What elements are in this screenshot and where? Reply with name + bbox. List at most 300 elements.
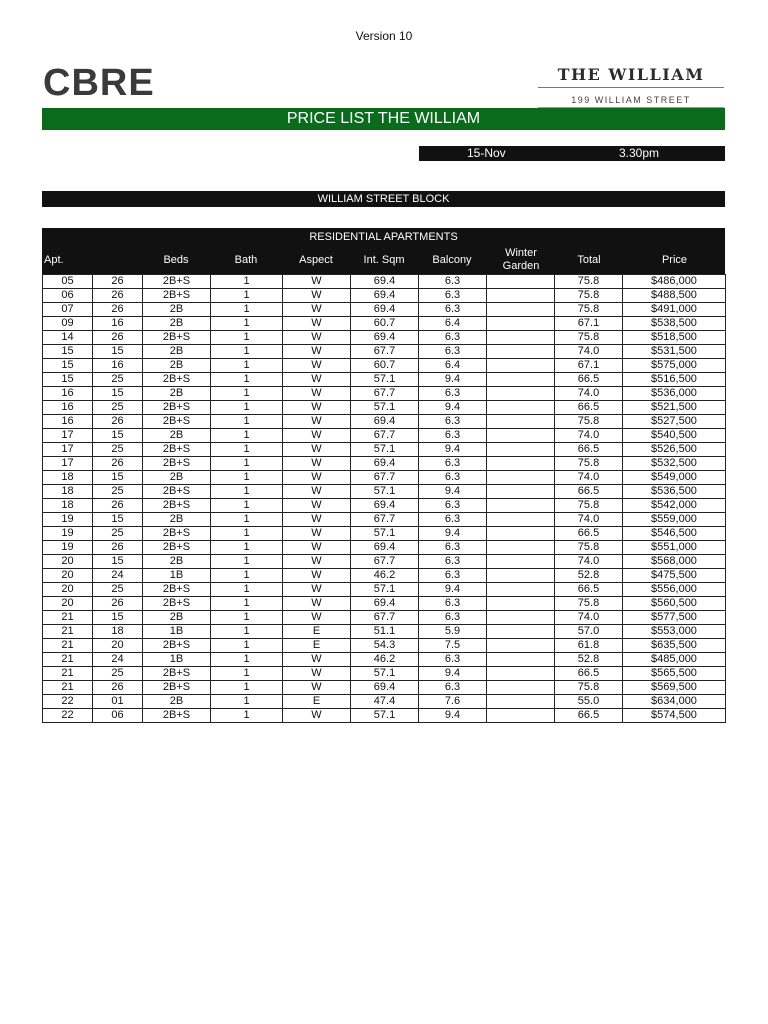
unit-cell: 15 <box>93 345 143 359</box>
list-date: 15-Nov <box>467 146 506 160</box>
aspect-cell: W <box>283 471 351 485</box>
table-row <box>43 485 726 499</box>
column-header-apt: Apt. <box>44 254 64 266</box>
aspect-cell: W <box>283 583 351 597</box>
aspect-cell: W <box>283 653 351 667</box>
bath-cell: 1 <box>211 429 283 443</box>
balcony-cell: 6.3 <box>419 513 487 527</box>
winter-garden-cell <box>487 611 555 625</box>
total-cell: 61.8 <box>555 639 623 653</box>
balcony-cell: 6.3 <box>419 303 487 317</box>
total-cell: 75.8 <box>555 541 623 555</box>
price-cell: $553,000 <box>623 625 726 639</box>
unit-cell: 26 <box>93 415 143 429</box>
balcony-cell: 9.4 <box>419 401 487 415</box>
price-cell: $577,500 <box>623 611 726 625</box>
winter-garden-cell <box>487 345 555 359</box>
total-cell: 66.5 <box>555 373 623 387</box>
total-cell: 75.8 <box>555 415 623 429</box>
unit-cell: 01 <box>93 695 143 709</box>
table-row <box>43 709 726 723</box>
aspect-cell: W <box>283 485 351 499</box>
bath-cell: 1 <box>211 681 283 695</box>
unit-cell: 26 <box>93 331 143 345</box>
int-sqm-cell: 69.4 <box>351 289 419 303</box>
apt-cell: 19 <box>43 513 93 527</box>
winter-garden-cell <box>487 317 555 331</box>
int-sqm-cell: 47.4 <box>351 695 419 709</box>
unit-cell: 26 <box>93 541 143 555</box>
price-cell: $518,500 <box>623 331 726 345</box>
total-cell: 57.0 <box>555 625 623 639</box>
unit-cell: 20 <box>93 639 143 653</box>
total-cell: 75.8 <box>555 289 623 303</box>
apt-cell: 19 <box>43 527 93 541</box>
winter-garden-cell <box>487 513 555 527</box>
table-row <box>43 597 726 611</box>
int-sqm-cell: 67.7 <box>351 429 419 443</box>
unit-cell: 16 <box>93 359 143 373</box>
apt-cell: 15 <box>43 373 93 387</box>
bath-cell: 1 <box>211 373 283 387</box>
balcony-cell: 6.3 <box>419 429 487 443</box>
balcony-cell: 6.3 <box>419 415 487 429</box>
price-cell: $574,500 <box>623 709 726 723</box>
winter-garden-cell <box>487 653 555 667</box>
unit-cell: 26 <box>93 275 143 289</box>
price-cell: $527,500 <box>623 415 726 429</box>
apt-cell: 18 <box>43 471 93 485</box>
table-group-title: RESIDENTIAL APARTMENTS <box>309 231 458 243</box>
price-cell: $536,500 <box>623 485 726 499</box>
int-sqm-cell: 69.4 <box>351 415 419 429</box>
price-cell: $475,500 <box>623 569 726 583</box>
bath-cell: 1 <box>211 387 283 401</box>
price-cell: $568,000 <box>623 555 726 569</box>
price-cell: $551,000 <box>623 541 726 555</box>
aspect-cell: W <box>283 611 351 625</box>
aspect-cell: W <box>283 387 351 401</box>
total-cell: 75.8 <box>555 303 623 317</box>
apt-cell: 21 <box>43 681 93 695</box>
version-label: Version 10 <box>355 29 413 43</box>
int-sqm-cell: 69.4 <box>351 303 419 317</box>
apt-cell: 17 <box>43 429 93 443</box>
price-cell: $485,000 <box>623 653 726 667</box>
balcony-cell: 6.3 <box>419 289 487 303</box>
unit-cell: 26 <box>93 303 143 317</box>
bath-cell: 1 <box>211 597 283 611</box>
beds-cell: 1B <box>143 625 211 639</box>
beds-cell: 2B <box>143 359 211 373</box>
aspect-cell: W <box>283 331 351 345</box>
column-header-winter-garden: Winter Garden <box>502 247 540 272</box>
int-sqm-cell: 57.1 <box>351 485 419 499</box>
aspect-cell: W <box>283 359 351 373</box>
winter-garden-cell <box>487 695 555 709</box>
total-cell: 75.8 <box>555 331 623 345</box>
bath-cell: 1 <box>211 359 283 373</box>
unit-cell: 26 <box>93 597 143 611</box>
development-address: 199 WILLIAM STREET <box>538 95 724 108</box>
balcony-cell: 5.9 <box>419 625 487 639</box>
total-cell: 67.1 <box>555 359 623 373</box>
unit-cell: 24 <box>93 653 143 667</box>
aspect-cell: E <box>283 625 351 639</box>
total-cell: 74.0 <box>555 429 623 443</box>
total-cell: 75.8 <box>555 681 623 695</box>
balcony-cell: 7.6 <box>419 695 487 709</box>
unit-cell: 25 <box>93 527 143 541</box>
int-sqm-cell: 67.7 <box>351 611 419 625</box>
beds-cell: 2B+S <box>143 289 211 303</box>
unit-cell: 26 <box>93 457 143 471</box>
bath-cell: 1 <box>211 583 283 597</box>
int-sqm-cell: 69.4 <box>351 457 419 471</box>
beds-cell: 2B <box>143 429 211 443</box>
beds-cell: 2B <box>143 471 211 485</box>
beds-cell: 2B+S <box>143 639 211 653</box>
beds-cell: 2B <box>143 611 211 625</box>
apt-cell: 20 <box>43 597 93 611</box>
int-sqm-cell: 67.7 <box>351 513 419 527</box>
int-sqm-cell: 69.4 <box>351 499 419 513</box>
int-sqm-cell: 57.1 <box>351 527 419 541</box>
aspect-cell: E <box>283 639 351 653</box>
price-cell: $635,500 <box>623 639 726 653</box>
unit-cell: 25 <box>93 667 143 681</box>
total-cell: 66.5 <box>555 709 623 723</box>
total-cell: 52.8 <box>555 569 623 583</box>
bath-cell: 1 <box>211 541 283 555</box>
aspect-cell: W <box>283 429 351 443</box>
winter-garden-cell <box>487 457 555 471</box>
beds-cell: 2B+S <box>143 415 211 429</box>
aspect-cell: W <box>283 457 351 471</box>
winter-garden-cell <box>487 639 555 653</box>
total-cell: 66.5 <box>555 401 623 415</box>
balcony-cell: 6.3 <box>419 331 487 345</box>
aspect-cell: W <box>283 667 351 681</box>
apt-cell: 16 <box>43 415 93 429</box>
table-row <box>43 317 726 331</box>
winter-garden-cell <box>487 373 555 387</box>
list-time: 3.30pm <box>619 146 660 160</box>
int-sqm-cell: 57.1 <box>351 401 419 415</box>
apt-cell: 07 <box>43 303 93 317</box>
price-cell: $556,000 <box>623 583 726 597</box>
table-row <box>43 611 726 625</box>
apt-cell: 22 <box>43 695 93 709</box>
table-row <box>43 415 726 429</box>
price-cell: $526,500 <box>623 443 726 457</box>
bath-cell: 1 <box>211 667 283 681</box>
column-header-beds: Beds <box>163 254 189 266</box>
beds-cell: 2B <box>143 555 211 569</box>
total-cell: 66.5 <box>555 583 623 597</box>
bath-cell: 1 <box>211 611 283 625</box>
beds-cell: 2B+S <box>143 331 211 345</box>
balcony-cell: 9.4 <box>419 709 487 723</box>
winter-garden-cell <box>487 429 555 443</box>
bath-cell: 1 <box>211 513 283 527</box>
table-row <box>43 443 726 457</box>
price-cell: $536,000 <box>623 387 726 401</box>
price-cell: $559,000 <box>623 513 726 527</box>
table-row <box>43 513 726 527</box>
winter-garden-cell <box>487 359 555 373</box>
winter-garden-cell <box>487 289 555 303</box>
balcony-cell: 6.3 <box>419 597 487 611</box>
winter-garden-cell <box>487 303 555 317</box>
column-header-bath: Bath <box>234 254 258 266</box>
apt-cell: 20 <box>43 583 93 597</box>
total-cell: 74.0 <box>555 611 623 625</box>
table-row <box>43 583 726 597</box>
bath-cell: 1 <box>211 457 283 471</box>
price-cell: $634,000 <box>623 695 726 709</box>
price-cell: $560,500 <box>623 597 726 611</box>
unit-cell: 24 <box>93 569 143 583</box>
unit-cell: 15 <box>93 513 143 527</box>
bath-cell: 1 <box>211 709 283 723</box>
int-sqm-cell: 67.7 <box>351 555 419 569</box>
price-cell: $491,000 <box>623 303 726 317</box>
beds-cell: 2B+S <box>143 485 211 499</box>
bath-cell: 1 <box>211 317 283 331</box>
table-row <box>43 527 726 541</box>
unit-cell: 25 <box>93 485 143 499</box>
beds-cell: 2B <box>143 387 211 401</box>
int-sqm-cell: 46.2 <box>351 653 419 667</box>
apt-cell: 19 <box>43 541 93 555</box>
apt-cell: 05 <box>43 275 93 289</box>
table-row <box>43 625 726 639</box>
winter-garden-cell <box>487 387 555 401</box>
total-cell: 52.8 <box>555 653 623 667</box>
bath-cell: 1 <box>211 415 283 429</box>
int-sqm-cell: 57.1 <box>351 667 419 681</box>
apt-cell: 22 <box>43 709 93 723</box>
table-row <box>43 331 726 345</box>
price-list-title: PRICE LIST THE WILLIAM <box>42 108 725 130</box>
int-sqm-cell: 57.1 <box>351 373 419 387</box>
balcony-cell: 6.3 <box>419 681 487 695</box>
total-cell: 67.1 <box>555 317 623 331</box>
table-row <box>43 695 726 709</box>
apt-cell: 21 <box>43 667 93 681</box>
bath-cell: 1 <box>211 331 283 345</box>
beds-cell: 2B+S <box>143 373 211 387</box>
column-header-int-sqm: Int. Sqm <box>363 254 405 266</box>
price-cell: $569,500 <box>623 681 726 695</box>
winter-garden-cell <box>487 625 555 639</box>
total-cell: 75.8 <box>555 597 623 611</box>
total-cell: 74.0 <box>555 513 623 527</box>
winter-garden-cell <box>487 569 555 583</box>
aspect-cell: W <box>283 303 351 317</box>
aspect-cell: W <box>283 597 351 611</box>
table-row <box>43 303 726 317</box>
price-cell: $565,500 <box>623 667 726 681</box>
aspect-cell: W <box>283 499 351 513</box>
apt-cell: 15 <box>43 359 93 373</box>
winter-garden-cell <box>487 471 555 485</box>
balcony-cell: 6.3 <box>419 611 487 625</box>
unit-cell: 25 <box>93 401 143 415</box>
beds-cell: 2B+S <box>143 597 211 611</box>
price-cell: $486,000 <box>623 275 726 289</box>
balcony-cell: 6.3 <box>419 457 487 471</box>
int-sqm-cell: 69.4 <box>351 681 419 695</box>
bath-cell: 1 <box>211 289 283 303</box>
balcony-cell: 9.4 <box>419 583 487 597</box>
cbre-logo: CBRE <box>43 62 155 104</box>
int-sqm-cell: 46.2 <box>351 569 419 583</box>
unit-cell: 25 <box>93 583 143 597</box>
apt-cell: 06 <box>43 289 93 303</box>
aspect-cell: W <box>283 275 351 289</box>
bath-cell: 1 <box>211 471 283 485</box>
unit-cell: 26 <box>93 289 143 303</box>
winter-garden-cell <box>487 555 555 569</box>
aspect-cell: W <box>283 541 351 555</box>
balcony-cell: 6.3 <box>419 499 487 513</box>
unit-cell: 15 <box>93 555 143 569</box>
table-row <box>43 387 726 401</box>
bath-cell: 1 <box>211 639 283 653</box>
table-row <box>43 499 726 513</box>
table-row <box>43 457 726 471</box>
apt-cell: 18 <box>43 499 93 513</box>
winter-garden-cell <box>487 583 555 597</box>
balcony-cell: 9.4 <box>419 527 487 541</box>
bath-cell: 1 <box>211 499 283 513</box>
winter-garden-cell <box>487 541 555 555</box>
table-row <box>43 359 726 373</box>
beds-cell: 2B <box>143 345 211 359</box>
unit-cell: 15 <box>93 429 143 443</box>
apt-cell: 21 <box>43 639 93 653</box>
apt-cell: 16 <box>43 387 93 401</box>
balcony-cell: 6.3 <box>419 471 487 485</box>
balcony-cell: 6.4 <box>419 317 487 331</box>
total-cell: 74.0 <box>555 345 623 359</box>
int-sqm-cell: 69.4 <box>351 597 419 611</box>
apt-cell: 21 <box>43 611 93 625</box>
table-row <box>43 653 726 667</box>
bath-cell: 1 <box>211 555 283 569</box>
table-row <box>43 639 726 653</box>
total-cell: 66.5 <box>555 485 623 499</box>
aspect-cell: W <box>283 317 351 331</box>
aspect-cell: W <box>283 681 351 695</box>
unit-cell: 15 <box>93 387 143 401</box>
balcony-cell: 6.3 <box>419 275 487 289</box>
unit-cell: 26 <box>93 681 143 695</box>
bath-cell: 1 <box>211 527 283 541</box>
unit-cell: 25 <box>93 443 143 457</box>
int-sqm-cell: 67.7 <box>351 471 419 485</box>
total-cell: 66.5 <box>555 527 623 541</box>
unit-cell: 16 <box>93 317 143 331</box>
balcony-cell: 6.3 <box>419 555 487 569</box>
table-row <box>43 471 726 485</box>
winter-garden-cell <box>487 275 555 289</box>
beds-cell: 2B+S <box>143 681 211 695</box>
price-cell: $531,500 <box>623 345 726 359</box>
beds-cell: 2B+S <box>143 457 211 471</box>
aspect-cell: W <box>283 527 351 541</box>
total-cell: 74.0 <box>555 387 623 401</box>
winter-garden-cell <box>487 681 555 695</box>
bath-cell: 1 <box>211 569 283 583</box>
beds-cell: 2B+S <box>143 667 211 681</box>
int-sqm-cell: 67.7 <box>351 345 419 359</box>
price-cell: $546,500 <box>623 527 726 541</box>
table-row <box>43 345 726 359</box>
development-logo <box>538 66 724 108</box>
int-sqm-cell: 57.1 <box>351 583 419 597</box>
table-row <box>43 681 726 695</box>
beds-cell: 2B+S <box>143 443 211 457</box>
winter-garden-cell <box>487 597 555 611</box>
beds-cell: 2B+S <box>143 709 211 723</box>
int-sqm-cell: 69.4 <box>351 541 419 555</box>
development-name: THE WILLIAM <box>538 66 724 88</box>
total-cell: 74.0 <box>555 471 623 485</box>
balcony-cell: 9.4 <box>419 485 487 499</box>
bath-cell: 1 <box>211 695 283 709</box>
beds-cell: 1B <box>143 569 211 583</box>
int-sqm-cell: 60.7 <box>351 317 419 331</box>
total-cell: 55.0 <box>555 695 623 709</box>
table-row <box>43 289 726 303</box>
total-cell: 66.5 <box>555 667 623 681</box>
aspect-cell: W <box>283 415 351 429</box>
winter-garden-cell <box>487 709 555 723</box>
balcony-cell: 6.3 <box>419 569 487 583</box>
apt-cell: 21 <box>43 653 93 667</box>
price-cell: $488,500 <box>623 289 726 303</box>
beds-cell: 2B+S <box>143 541 211 555</box>
price-cell: $532,500 <box>623 457 726 471</box>
total-cell: 66.5 <box>555 443 623 457</box>
apt-cell: 14 <box>43 331 93 345</box>
aspect-cell: W <box>283 569 351 583</box>
aspect-cell: W <box>283 401 351 415</box>
price-cell: $538,500 <box>623 317 726 331</box>
int-sqm-cell: 51.1 <box>351 625 419 639</box>
apt-cell: 17 <box>43 443 93 457</box>
bath-cell: 1 <box>211 345 283 359</box>
apt-cell: 15 <box>43 345 93 359</box>
aspect-cell: W <box>283 373 351 387</box>
aspect-cell: W <box>283 513 351 527</box>
price-cell: $521,500 <box>623 401 726 415</box>
total-cell: 75.8 <box>555 275 623 289</box>
aspect-cell: W <box>283 345 351 359</box>
beds-cell: 2B <box>143 303 211 317</box>
apt-cell: 16 <box>43 401 93 415</box>
balcony-cell: 6.3 <box>419 387 487 401</box>
table-row <box>43 667 726 681</box>
bath-cell: 1 <box>211 625 283 639</box>
beds-cell: 1B <box>143 653 211 667</box>
total-cell: 75.8 <box>555 457 623 471</box>
beds-cell: 2B+S <box>143 527 211 541</box>
int-sqm-cell: 67.7 <box>351 387 419 401</box>
